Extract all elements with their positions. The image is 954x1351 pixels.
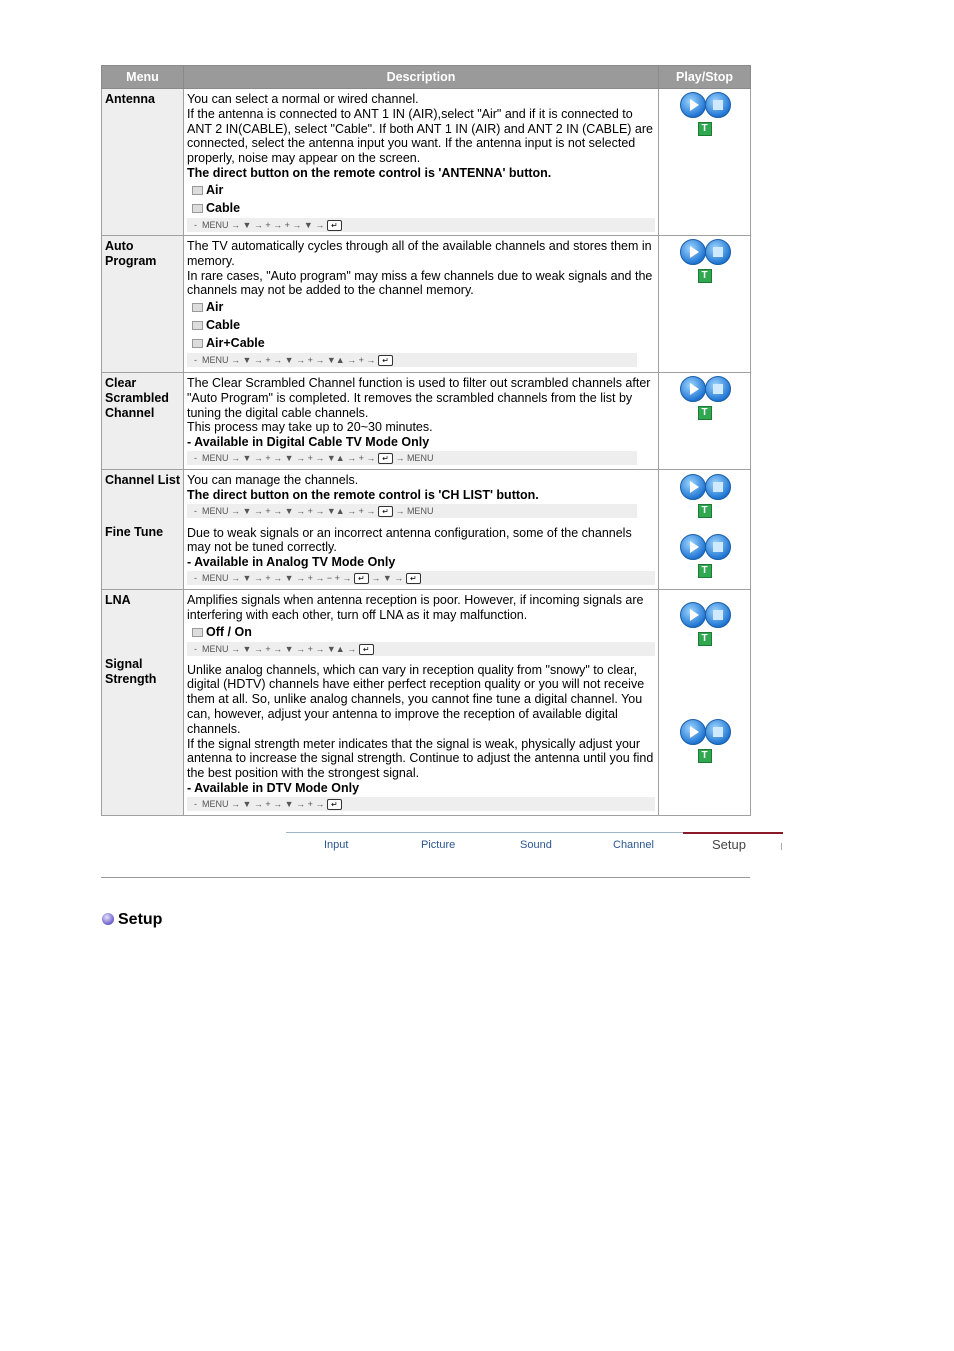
t-icon[interactable]: T <box>698 504 712 518</box>
desc-text: You can select a normal or wired channel. If the antenna is connected to ANT 1 IN (AIR),select "Air" and if it is connected to ANT 2 IN(CABLE), select "Cable". If both ANT 1 IN (AIR) and ANT 2 IN (CABLE) are connected, select the antenna input you want. If the antenna input is not selected properly, noise may appear on the screen. <box>187 92 653 166</box>
t-icon[interactable]: T <box>698 122 712 136</box>
option-label: Cable <box>206 200 241 215</box>
header-menu: Menu <box>102 66 184 89</box>
stop-icon[interactable] <box>705 92 731 118</box>
desc-text: Unlike analog channels, which can vary in reception quality from "snowy" to clear, digital (HDTV) channels have either perfect reception quality or you will not receive them at all. So, unlike analog channels, you cannot fine tune a digital channel. You can, however, adjust your antenna to improve the reception of available digital channels. If the signal strength meter indicates that the signal is weak, physically adjust your antenna to increase the signal strength. Continue to adjust the antenna until you find the best position with the strongest signal. <box>187 662 654 781</box>
section-divider <box>101 877 750 878</box>
section-title: Setup <box>118 911 163 928</box>
play-stop-control <box>678 92 732 138</box>
option-label: Cable <box>206 318 241 333</box>
menu-path: - MENU → ▼ → + → + → ▼ → ↵ <box>187 218 655 232</box>
enter-icon: ↵ <box>378 355 393 366</box>
menu-path: - MENU → ▼ → + → ▼ → + → ↵ <box>187 797 655 811</box>
menu-channel-list: Channel List <box>105 473 181 487</box>
play-icon[interactable] <box>680 376 706 402</box>
stop-icon[interactable] <box>705 376 731 402</box>
menu-signal-strength: Signal Strength <box>105 657 157 686</box>
t-icon[interactable]: T <box>698 749 712 763</box>
option-label: Off / On <box>206 624 252 639</box>
menu-path-text: MENU → ▼ → + → ▼ → + → <box>202 798 325 809</box>
nav-divider <box>286 832 683 833</box>
header-play-stop: Play/Stop <box>659 66 751 89</box>
header-description: Description <box>184 66 659 89</box>
play-icon[interactable] <box>680 239 706 265</box>
menu-path: - MENU → ▼ → + → ▼ → + → − + → ↵ → ▼ → ↵ <box>187 571 655 585</box>
table-header-row <box>102 66 751 89</box>
play-cell <box>659 590 751 816</box>
play-icon[interactable] <box>680 474 706 500</box>
play-icon[interactable] <box>680 92 706 118</box>
menu-path-text: MENU → ▼ → + → ▼ → + → ▼▲ → + → <box>202 505 376 516</box>
desc-antenna <box>184 89 659 236</box>
option-icon <box>192 339 203 348</box>
menu-lna-signal <box>102 590 184 816</box>
menu-path: - MENU → ▼ → + → ▼ → + → ▼▲ → + → ↵ <box>187 353 637 367</box>
play-stop-control <box>678 239 732 285</box>
play-cell <box>659 89 751 236</box>
option-icon <box>192 321 203 330</box>
nav-tab-picture[interactable]: Picture <box>421 839 456 851</box>
remote-note: The direct button on the remote control is 'CH LIST' button. <box>187 487 539 502</box>
menu-path-end: → MENU <box>395 452 434 463</box>
menu-clear-scrambled: Clear Scrambled Channel <box>102 373 184 470</box>
play-cell <box>659 470 751 590</box>
play-cell <box>659 373 751 470</box>
option-icon <box>192 186 203 195</box>
menu-path: - MENU → ▼ → + → ▼ → + → ▼▲ → ↵ <box>187 642 655 656</box>
option-item <box>192 199 655 217</box>
menu-path-end: → MENU <box>395 505 434 516</box>
nav-tab-channel[interactable]: Channel <box>613 839 654 851</box>
enter-icon: ↵ <box>327 799 342 810</box>
play-stop-control <box>678 474 732 520</box>
nav-end-tick <box>781 843 782 850</box>
desc-text: Amplifies signals when antenna reception is poor. However, if incoming signals are interfering with each other, turn off LNA as it may malfunction. <box>187 593 644 622</box>
menu-auto-program: Auto Program <box>102 236 184 373</box>
option-icon <box>192 204 203 213</box>
desc-auto-program <box>184 236 659 373</box>
enter-icon: ↵ <box>406 573 421 584</box>
nav-tab-sound[interactable]: Sound <box>520 839 552 851</box>
menu-antenna: Antenna <box>102 89 184 236</box>
option-item <box>192 181 655 199</box>
play-stop-control <box>678 376 732 422</box>
stop-icon[interactable] <box>705 719 731 745</box>
mode-note: - Available in Digital Cable TV Mode Only <box>187 435 430 450</box>
option-label: Air <box>206 300 224 315</box>
section-heading <box>102 911 162 929</box>
t-icon[interactable]: T <box>698 406 712 420</box>
play-stop-control <box>678 719 732 765</box>
menu-path-text: MENU → ▼ → + → ▼ → + → ▼▲ → + → <box>202 355 376 366</box>
table-row-antenna <box>102 89 751 236</box>
menu-path-text: MENU → ▼ → + → ▼ → + → ▼▲ → + → <box>202 452 376 463</box>
nav-active-indicator <box>683 832 783 834</box>
play-stop-control <box>678 534 732 580</box>
enter-icon: ↵ <box>378 453 393 464</box>
nav-tab-setup[interactable]: Setup <box>712 837 746 852</box>
remote-note: The direct button on the remote control is 'ANTENNA' button. <box>187 165 552 180</box>
desc-text: Due to weak signals or an incorrect antenna configuration, some of the channels may not be tuned correctly. <box>187 525 632 555</box>
option-item <box>192 298 655 316</box>
menu-path-mid: → ▼ → <box>371 572 404 583</box>
enter-icon: ↵ <box>354 573 369 584</box>
mode-note: - Available in DTV Mode Only <box>187 780 360 795</box>
play-stop-control <box>678 602 732 648</box>
menu-fine-tune: Fine Tune <box>105 525 164 539</box>
menu-lna: LNA <box>105 593 131 607</box>
table-row-channel-list <box>102 470 751 590</box>
menu-path: - MENU → ▼ → + → ▼ → + → ▼▲ → + → ↵ → MENU <box>187 504 637 518</box>
stop-icon[interactable] <box>705 474 731 500</box>
play-icon[interactable] <box>680 602 706 628</box>
t-icon[interactable]: T <box>698 632 712 646</box>
stop-icon[interactable] <box>705 534 731 560</box>
t-icon[interactable]: T <box>698 269 712 283</box>
enter-icon: ↵ <box>327 220 342 231</box>
option-icon <box>192 628 203 637</box>
bullet-icon <box>102 913 114 925</box>
play-icon[interactable] <box>680 534 706 560</box>
desc-lna-signal <box>184 590 659 816</box>
option-item <box>192 623 655 641</box>
option-label: Air <box>206 182 224 197</box>
menu-path-text: MENU → ▼ → + → ▼ → + → ▼▲ → <box>202 643 357 654</box>
desc-clear-scrambled <box>184 373 659 470</box>
stop-icon[interactable] <box>705 239 731 265</box>
menu-path-text: MENU → ▼ → + → ▼ → + → − + → <box>202 572 352 583</box>
menu-path: - MENU → ▼ → + → ▼ → + → ▼▲ → + → ↵ → MENU <box>187 451 637 465</box>
t-icon[interactable]: T <box>698 564 712 578</box>
enter-icon: ↵ <box>378 506 393 517</box>
option-item <box>192 316 655 334</box>
option-icon <box>192 303 203 312</box>
channel-menu-table <box>101 65 751 816</box>
enter-icon: ↵ <box>359 644 374 655</box>
nav-tab-input[interactable]: Input <box>324 839 349 851</box>
menu-path-text: MENU → ▼ → + → + → ▼ → <box>202 219 325 230</box>
mode-note: - Available in Analog TV Mode Only <box>187 555 396 570</box>
desc-text: The Clear Scrambled Channel function is used to filter out scrambled channels after "Auto Program" is completed. It removes the scrambled channels from the list by tuning the digital cable channels. This process may take up to 20~30 minutes. <box>187 376 651 435</box>
play-icon[interactable] <box>680 719 706 745</box>
stop-icon[interactable] <box>705 602 731 628</box>
table-row-lna <box>102 590 751 816</box>
option-label: Air+Cable <box>206 336 265 351</box>
desc-text: The TV automatically cycles through all of the available channels and stores them in memory. In rare cases, "Auto program" may miss a few channels due to weak signals and the channels may not be added to the channel memory. <box>187 239 653 298</box>
table-row-auto-program <box>102 236 751 373</box>
option-item <box>192 334 655 352</box>
play-cell <box>659 236 751 373</box>
desc-text: You can manage the channels. <box>187 473 359 487</box>
table-row-clear-scrambled <box>102 373 751 470</box>
menu-channel-list-fine-tune <box>102 470 184 590</box>
desc-channel-list-fine-tune <box>184 470 659 590</box>
